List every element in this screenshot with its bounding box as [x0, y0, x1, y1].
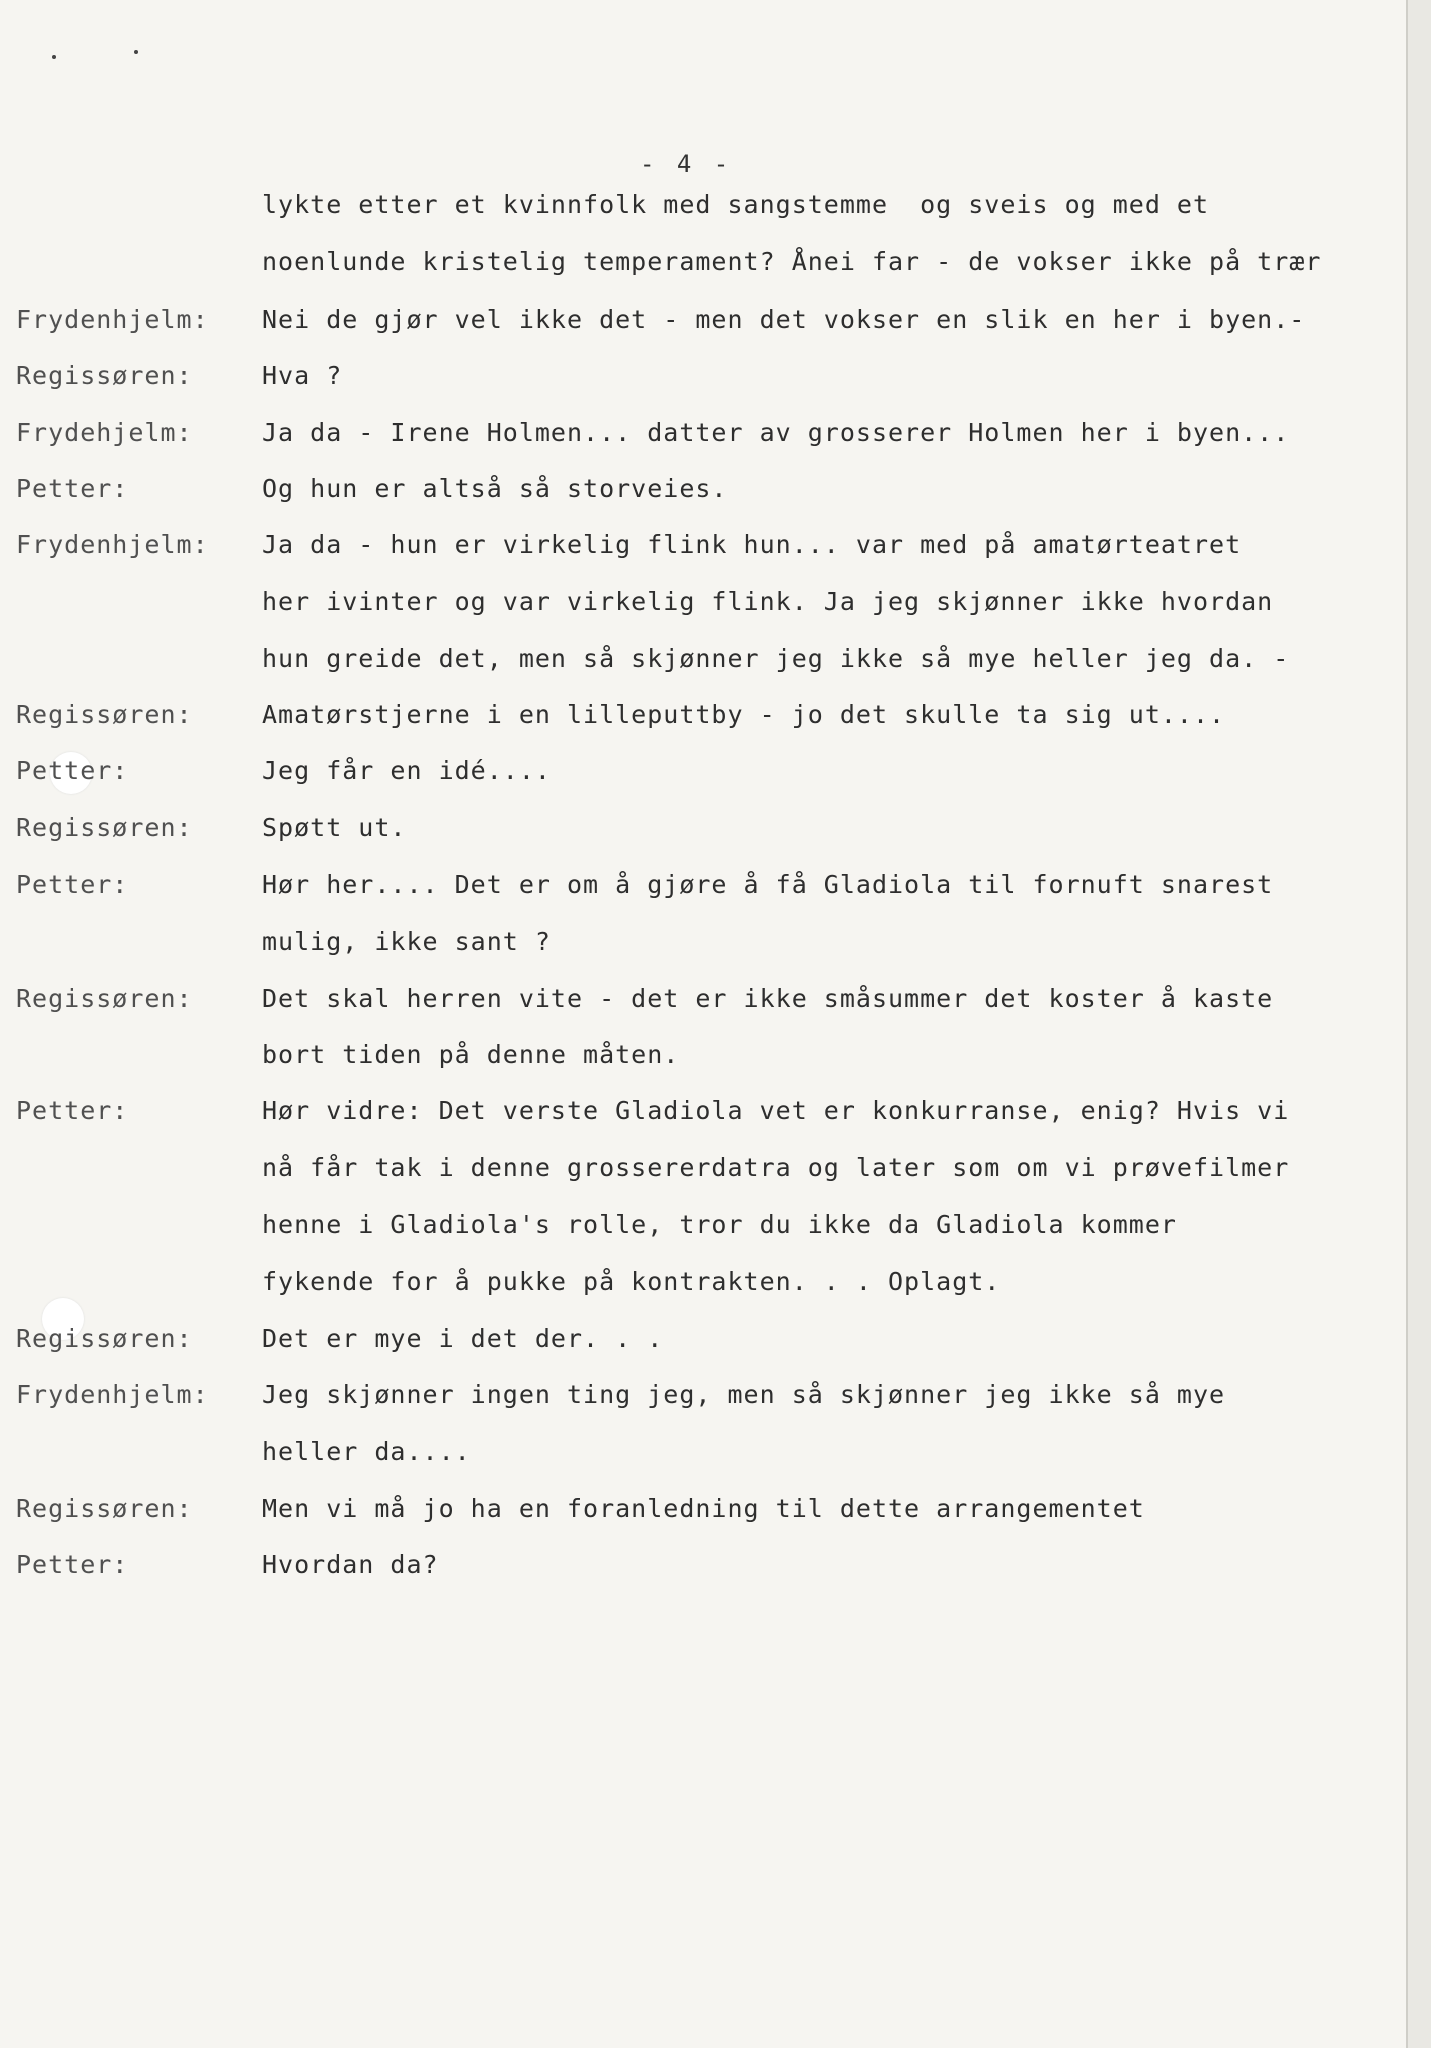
- speaker-name: Petter:: [16, 756, 129, 785]
- dialogue-text: fykende for å pukke på kontrakten. . . Oplagt.: [262, 1267, 1001, 1296]
- ink-speck: [52, 55, 56, 59]
- speaker-name: Petter:: [16, 474, 129, 503]
- script-line: [0, 1319, 1408, 1359]
- dialogue-text: hun greide det, men så skjønner jeg ikke så mye heller jeg da. -: [262, 644, 1290, 673]
- dialogue-text: Hvordan da?: [262, 1550, 439, 1579]
- speaker-name: Petter:: [16, 1550, 129, 1579]
- speaker-name: Regissøren:: [16, 984, 193, 1013]
- speaker-name: Frydehjelm:: [16, 418, 193, 447]
- script-line: [0, 1375, 1408, 1415]
- dialogue-text: Hør her.... Det er om å gjøre å få Gladiola til fornuft snarest: [262, 870, 1274, 899]
- script-line: [0, 865, 1408, 905]
- dialogue-text: Hør vidre: Det verste Gladiola vet er konkurranse, enig? Hvis vi: [262, 1096, 1290, 1125]
- dialogue-text: Jeg skjønner ingen ting jeg, men så skjønner jeg ikke så mye: [262, 1380, 1226, 1409]
- dialogue-text: Amatørstjerne i en lilleputtby - jo det skulle ta sig ut....: [262, 700, 1226, 729]
- script-line: [0, 469, 1408, 509]
- script-line: [0, 242, 1408, 282]
- dialogue-text: bort tiden på denne måten.: [262, 1040, 680, 1069]
- script-line: [0, 922, 1408, 962]
- script-line: [0, 1148, 1408, 1188]
- script-line: [0, 300, 1408, 340]
- dialogue-text: her ivinter og var virkelig flink. Ja jeg skjønner ikke hvordan: [262, 587, 1274, 616]
- script-line: [0, 751, 1408, 791]
- dialogue-text: Nei de gjør vel ikke det - men det vokser en slik en her i byen.-: [262, 305, 1306, 334]
- script-line: [0, 695, 1408, 735]
- script-line: [0, 639, 1408, 679]
- script-line: [0, 979, 1408, 1019]
- speaker-name: Regissøren:: [16, 1324, 193, 1353]
- dialogue-text: lykte etter et kvinnfolk med sangstemme og sveis og med et: [262, 190, 1210, 219]
- script-line: [0, 1205, 1408, 1245]
- script-line: [0, 413, 1408, 453]
- dialogue-text: Det skal herren vite - det er ikke småsummer det koster å kaste: [262, 984, 1274, 1013]
- speaker-name: Frydenhjelm:: [16, 1380, 209, 1409]
- script-line: [0, 808, 1408, 848]
- speaker-name: Regissøren:: [16, 361, 193, 390]
- dialogue-text: Jeg får en idé....: [262, 756, 551, 785]
- speaker-name: Regissøren:: [16, 813, 193, 842]
- dialogue-text: mulig, ikke sant ?: [262, 927, 551, 956]
- script-line: [0, 1489, 1408, 1529]
- script-line: [0, 1035, 1408, 1075]
- dialogue-text: noenlunde kristelig temperament? Ånei far - de vokser ikke på trær: [262, 247, 1322, 276]
- speaker-name: Petter:: [16, 870, 129, 899]
- speaker-name: Regissøren:: [16, 1494, 193, 1523]
- ink-speck: [134, 50, 138, 54]
- dialogue-text: Men vi må jo ha en foranledning til dette arrangementet: [262, 1494, 1145, 1523]
- script-line: [0, 582, 1408, 622]
- script-line: [0, 185, 1408, 225]
- speaker-name: Frydenhjelm:: [16, 530, 209, 559]
- dialogue-text: Ja da - hun er virkelig flink hun... var med på amatørteatret: [262, 530, 1242, 559]
- speaker-name: Petter:: [16, 1096, 129, 1125]
- script-line: [0, 1262, 1408, 1302]
- script-line: [0, 1545, 1408, 1585]
- page-number: - 4 -: [640, 150, 733, 178]
- dialogue-text: Og hun er altså så storveies.: [262, 474, 728, 503]
- script-line: [0, 525, 1408, 565]
- script-line: [0, 1091, 1408, 1131]
- dialogue-text: Ja da - Irene Holmen... datter av grosserer Holmen her i byen...: [262, 418, 1290, 447]
- dialogue-text: heller da....: [262, 1437, 471, 1466]
- script-line: [0, 356, 1408, 396]
- speaker-name: Frydenhjelm:: [16, 305, 209, 334]
- script-line: [0, 1432, 1408, 1472]
- dialogue-text: nå får tak i denne grossererdatra og later som om vi prøvefilmer: [262, 1153, 1290, 1182]
- dialogue-text: Spøtt ut.: [262, 813, 407, 842]
- dialogue-text: Det er mye i det der. . .: [262, 1324, 664, 1353]
- speaker-name: Regissøren:: [16, 700, 193, 729]
- dialogue-text: henne i Gladiola's rolle, tror du ikke da Gladiola kommer: [262, 1210, 1177, 1239]
- dialogue-text: Hva ?: [262, 361, 343, 390]
